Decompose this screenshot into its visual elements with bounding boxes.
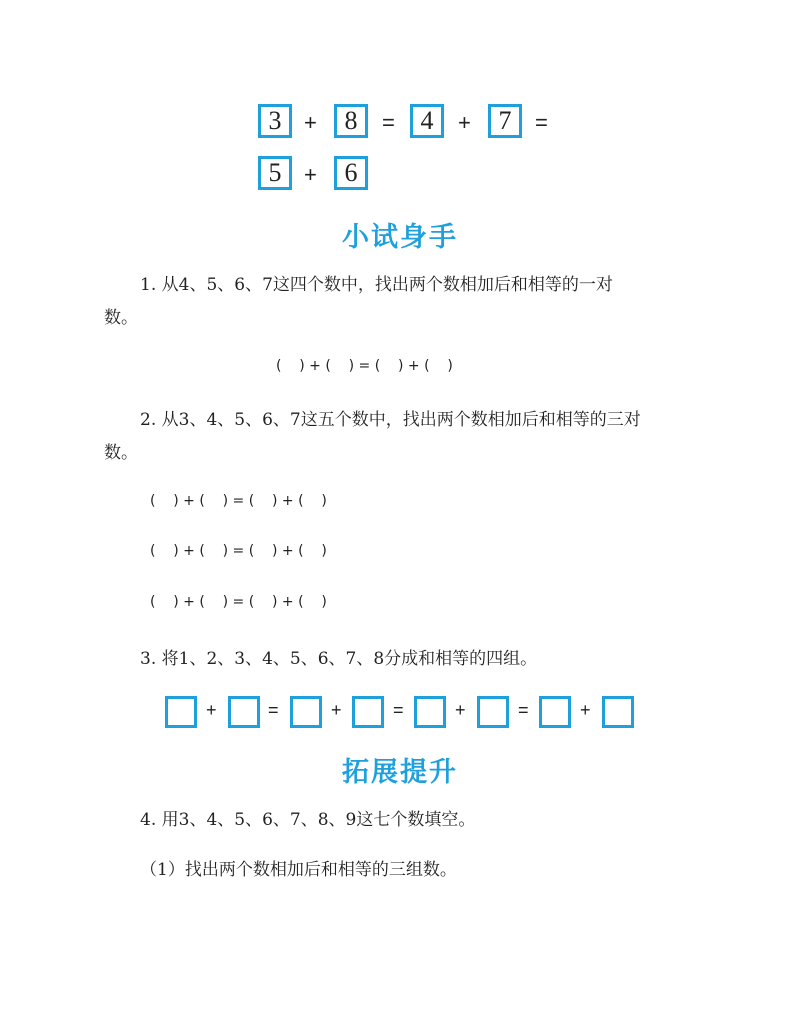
equals-sign: =: [393, 700, 404, 720]
number-box: 6: [334, 156, 368, 190]
empty-answer-box[interactable]: [539, 696, 571, 728]
empty-answer-box[interactable]: [477, 696, 509, 728]
plus-sign: +: [580, 700, 591, 720]
question-1-text: 1. 从4、5、6、7这四个数中，找出两个数相加后和相等的一对: [140, 275, 613, 295]
empty-answer-box[interactable]: [602, 696, 634, 728]
answer-blank-row: ( ) + ( ) = ( ) + ( ): [150, 543, 327, 559]
section-heading-extend: 拓展提升: [342, 757, 458, 788]
question-2-text-continued: 数。: [104, 443, 138, 463]
question-4-subquestion-1: （1）找出两个数相加后和相等的三组数。: [140, 860, 457, 880]
empty-answer-box[interactable]: [165, 696, 197, 728]
question-2-text: 2. 从3、4、5、6、7这五个数中，找出两个数相加后和相等的三对: [140, 410, 641, 430]
question-3-text: 3. 将1、2、3、4、5、6、7、8分成和相等的四组。: [140, 649, 538, 669]
equals-sign: =: [535, 110, 548, 135]
number-box: 4: [410, 104, 444, 138]
plus-sign: +: [455, 700, 466, 720]
number-box: 7: [488, 104, 522, 138]
number-box: 8: [334, 104, 368, 138]
question-4-text: 4. 用3、4、5、6、7、8、9这七个数填空。: [140, 810, 476, 830]
empty-answer-box[interactable]: [414, 696, 446, 728]
answer-blank-row: ( ) + ( ) = ( ) + ( ): [150, 493, 327, 509]
plus-sign: +: [331, 700, 342, 720]
plus-sign: +: [304, 162, 317, 187]
answer-blank-row: ( ) + ( ) = ( ) + ( ): [150, 594, 327, 610]
answer-blank-row: ( ) + ( ) = ( ) + ( ): [276, 358, 453, 374]
empty-answer-box[interactable]: [352, 696, 384, 728]
number-box: 5: [258, 156, 292, 190]
empty-answer-box[interactable]: [290, 696, 322, 728]
plus-sign: +: [458, 110, 471, 135]
plus-sign: +: [206, 700, 217, 720]
section-heading-try: 小试身手: [342, 222, 458, 253]
plus-sign: +: [304, 110, 317, 135]
empty-answer-box[interactable]: [228, 696, 260, 728]
number-box: 3: [258, 104, 292, 138]
equals-sign: =: [268, 700, 279, 720]
equals-sign: =: [382, 110, 395, 135]
equals-sign: =: [518, 700, 529, 720]
question-1-text-continued: 数。: [104, 308, 138, 328]
